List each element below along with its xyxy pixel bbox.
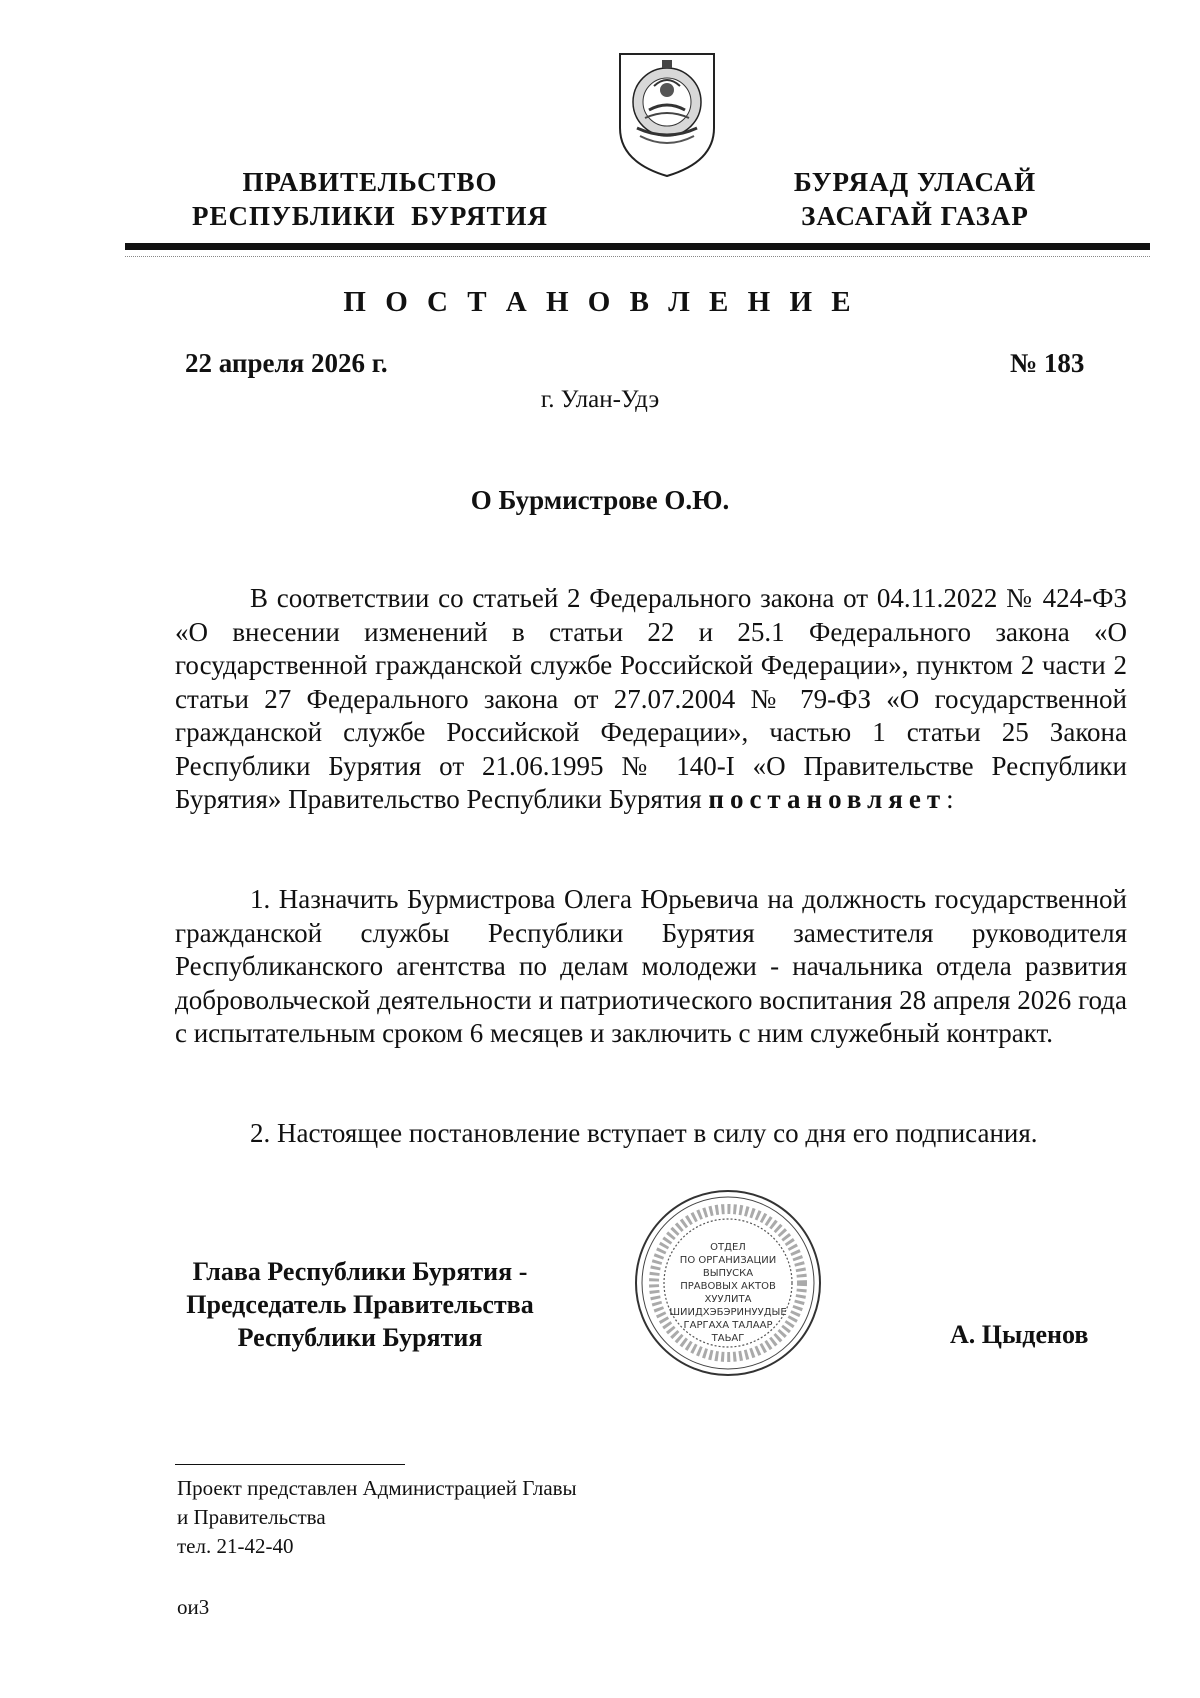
document-date: 22 апреля 2026 г.: [185, 348, 388, 378]
document-city: г. Улан-Удэ: [540, 386, 660, 413]
header-divider-thin: [125, 256, 1150, 258]
svg-text:ТАЬАГ: ТАЬАГ: [711, 1333, 745, 1344]
document-type: П О С Т А Н О В Л Е Н И Е: [343, 286, 857, 318]
republic-emblem-icon: [612, 50, 722, 180]
footer-code: ои3: [177, 1595, 210, 1619]
footer-divider: [175, 1464, 405, 1465]
item-1-paragraph: 1. Назначить Бурмистрова Олега Юрьевича на должность государственной гражданской службы Республики Бурятия заместителя руководителя Республиканского агентства по делам молодежи - начальника отдела развития добровольческой деятельности и патриотического воспитания 28 апреля 2026 года с испытательным сроком 6 месяцев и заключить с ним служебный контракт.: [175, 884, 1127, 1048]
signatory-title: [150, 1255, 570, 1354]
signatory-title-line2: Председатель Правительства: [186, 1290, 534, 1319]
svg-text:ОТДЕЛ: ОТДЕЛ: [710, 1242, 746, 1253]
item-2-paragraph: 2. Настоящее постановление вступает в силу со дня его подписания.: [250, 1118, 1038, 1148]
org-left-line2: РЕСПУБЛИКИ БУРЯТИЯ: [191, 201, 549, 231]
seal-graphic: [633, 1188, 823, 1378]
footer-note-line1: Проект представлен Администрацией Главы: [177, 1476, 577, 1500]
resolves-colon: :: [946, 784, 954, 814]
signatory-title-line1: Глава Республики Бурятия -: [192, 1257, 528, 1286]
svg-text:ПРАВОВЫХ АКТОВ: ПРАВОВЫХ АКТОВ: [680, 1281, 776, 1292]
document-number: № 183: [1010, 348, 1085, 378]
preamble-paragraph: [175, 582, 1127, 817]
org-name-russian: [180, 165, 560, 233]
svg-text:ПО ОРГАНИЗАЦИИ: ПО ОРГАНИЗАЦИИ: [679, 1255, 777, 1266]
footer-note-line2: и Правительства: [177, 1505, 326, 1529]
header-divider-thick: [125, 243, 1150, 250]
preamble-text: В соответствии со статьей 2 Федерального закона от 04.11.2022 № 424-ФЗ «О внесении изменений в статьи 22 и 25.1 Федерального закона «О государственной гражданской службе Российской Федерации», пунктом 2 части 2 статьи 27 Федерального закона от 27.07.2004 № 79-ФЗ «О государственной гражданской службе Российской Федерации», частью 1 статьи 25 Закона Республики Бурятия от 21.06.1995 № 140-I «О Правительстве Республики Бурятия» Правительство Республики Бурятия: [175, 583, 1127, 814]
document-subject: О Бурмистрове О.Ю.: [470, 485, 730, 515]
org-left-line1: ПРАВИТЕЛЬСТВО: [242, 167, 498, 197]
svg-text:ГАРГАХА ТАЛААР: ГАРГАХА ТАЛААР: [683, 1320, 773, 1331]
emblem-graphic: [612, 50, 722, 180]
footer-note: [177, 1474, 577, 1561]
official-seal-icon: [633, 1188, 823, 1378]
org-right-line1: БУРЯАД УЛАСАЙ: [793, 167, 1037, 197]
org-right-line2: ЗАСАГАЙ ГАЗАР: [801, 201, 1029, 231]
resolves-word: постановляет: [708, 784, 947, 814]
svg-text:ШИИДХЭБЭРИНУУДЫЕ: ШИИДХЭБЭРИНУУДЫЕ: [669, 1307, 787, 1318]
signatory-title-line3: Республики Бурятия: [237, 1323, 483, 1352]
svg-text:ВЫПУСКА: ВЫПУСКА: [702, 1268, 754, 1279]
footer-note-line3: тел. 21-42-40: [177, 1534, 294, 1558]
svg-text:ХУУЛИТА: ХУУЛИТА: [704, 1294, 752, 1305]
org-name-buryat: [770, 165, 1060, 233]
signatory-name: А. Цыденов: [950, 1320, 1089, 1349]
